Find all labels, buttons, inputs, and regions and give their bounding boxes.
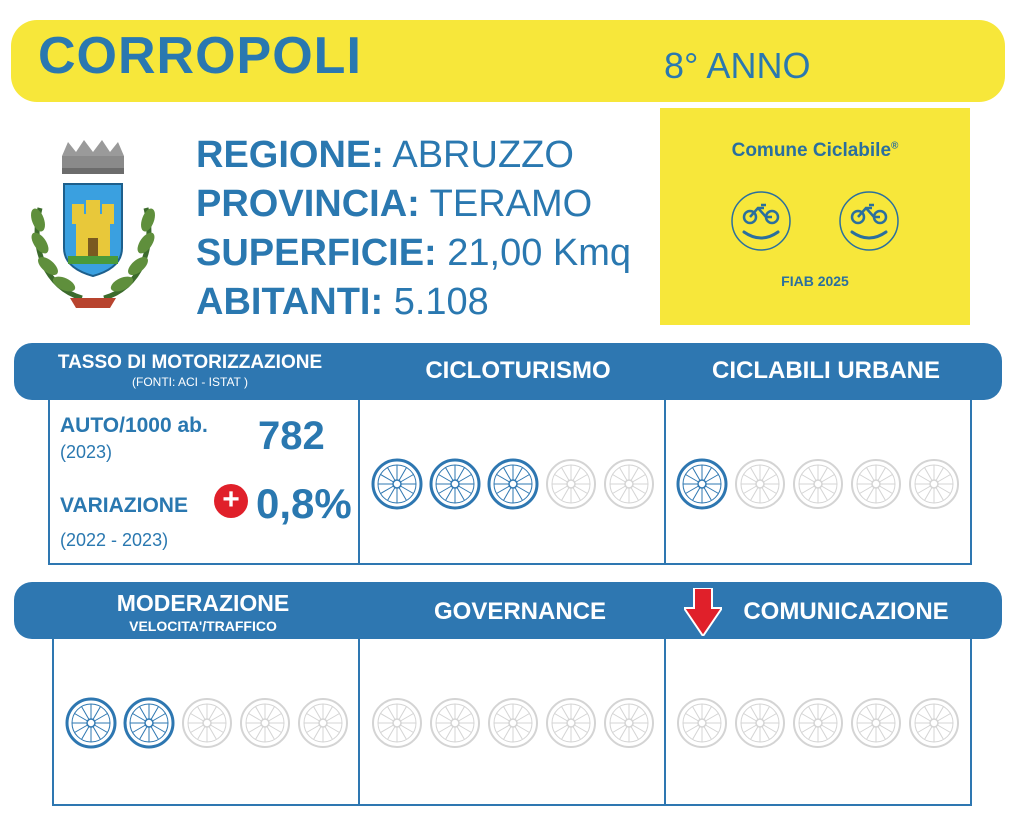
abitanti-label: ABITANTI: (196, 281, 384, 323)
arrow-down-icon (684, 588, 722, 636)
wheel-empty-icon (486, 696, 540, 750)
provincia-row (196, 183, 592, 226)
registered-mark: ® (891, 140, 899, 152)
wheel-empty-icon (544, 696, 598, 750)
comune-ciclabile-badge (660, 108, 970, 325)
tasso-sources: (FONTI: ACI - ISTAT ) (132, 375, 248, 389)
wheel-empty-icon (238, 696, 292, 750)
badge-title: Comune Ciclabile® (731, 140, 899, 161)
wheel-filled-icon (64, 696, 118, 750)
auto-value: 782 (258, 414, 325, 458)
wheel-filled-icon (486, 457, 540, 511)
wheel-empty-icon (428, 696, 482, 750)
wheel-empty-icon (370, 696, 424, 750)
wheel-filled-icon (428, 457, 482, 511)
abitanti-value: 5.108 (383, 281, 489, 323)
regione-row (196, 134, 574, 177)
coat-of-arms-icon (26, 138, 160, 318)
wheel-empty-icon (296, 696, 350, 750)
bike-smiley-icon (730, 190, 792, 252)
auto-year: (2023) (60, 442, 113, 462)
badge-footer: FIAB 2025 (781, 273, 849, 289)
wheel-empty-icon (733, 696, 787, 750)
wheel-empty-icon (544, 457, 598, 511)
variazione-value: 0,8% (256, 480, 352, 527)
wheel-empty-icon (791, 696, 845, 750)
wheel-empty-icon (907, 457, 961, 511)
wheel-filled-icon (122, 696, 176, 750)
wheel-empty-icon (733, 457, 787, 511)
cicloturismo-title: CICLOTURISMO (425, 357, 611, 384)
moderazione-sub: VELOCITA'/TRAFFICO (129, 618, 277, 634)
city-name: CORROPOLI (38, 27, 362, 85)
provincia-value: TERAMO (419, 183, 593, 225)
abitanti-row (196, 281, 489, 324)
wheel-empty-icon (602, 457, 656, 511)
wheel-empty-icon (849, 696, 903, 750)
superficie-label: SUPERFICIE: (196, 232, 437, 274)
variazione-years: (2022 - 2023) (60, 530, 169, 550)
year-label: 8° ANNO (664, 45, 811, 86)
wheel-empty-icon (602, 696, 656, 750)
regione-value: ABRUZZO (383, 134, 574, 176)
wheel-empty-icon (791, 457, 845, 511)
auto-label: AUTO/1000 ab. (60, 414, 208, 437)
ciclabili-urbane-title: CICLABILI URBANE (712, 357, 940, 384)
comunicazione-title: COMUNICAZIONE (743, 598, 949, 625)
bike-smiley-icon (838, 190, 900, 252)
governance-title: GOVERNANCE (433, 598, 607, 625)
superficie-value: 21,00 Kmq (436, 232, 632, 274)
wheel-empty-icon (675, 696, 729, 750)
superficie-row (196, 232, 631, 275)
wheel-filled-icon (675, 457, 729, 511)
variazione-label: VARIAZIONE (60, 494, 188, 517)
wheel-empty-icon (180, 696, 234, 750)
regione-label: REGIONE: (196, 134, 384, 176)
wheel-empty-icon (849, 457, 903, 511)
moderazione-title: MODERAZIONE (116, 590, 290, 616)
wheel-empty-icon (907, 696, 961, 750)
tasso-title: TASSO DI MOTORIZZAZIONE (57, 352, 323, 373)
plus-icon: + (214, 484, 248, 518)
wheel-filled-icon (370, 457, 424, 511)
provincia-label: PROVINCIA: (196, 183, 420, 225)
